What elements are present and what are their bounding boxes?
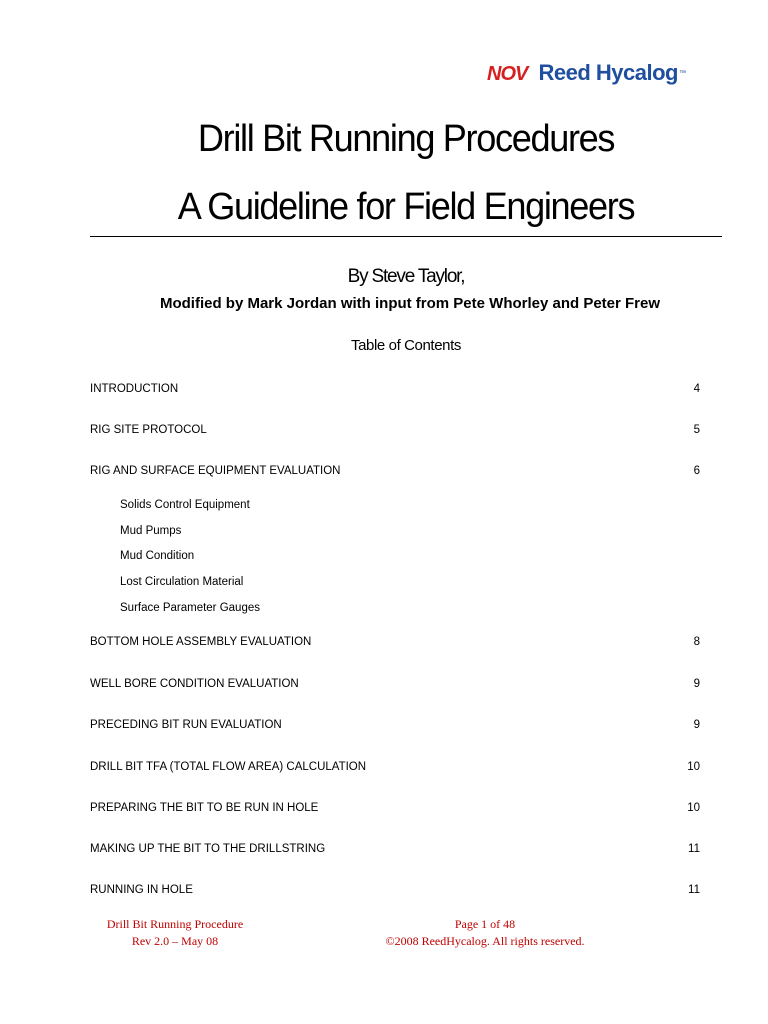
nov-logo-icon — [487, 62, 533, 84]
toc-entry-label: WELL BORE CONDITION EVALUATION — [90, 678, 299, 690]
toc-subentry-lost-circulation[interactable]: Lost Circulation Material — [120, 576, 244, 588]
toc-entry-page: 11 — [688, 843, 700, 855]
title-divider — [90, 236, 722, 237]
footer-doc-title: Drill Bit Running Procedure — [106, 917, 244, 931]
toc-subentry-mud-condition[interactable]: Mud Condition — [120, 550, 195, 562]
toc-entry-page: 9 — [693, 678, 700, 690]
trademark-symbol: ™ — [679, 69, 686, 77]
footer-page-info — [370, 916, 600, 950]
toc-subentry-surface-gauges[interactable]: Surface Parameter Gauges — [120, 602, 260, 614]
company-logo — [487, 60, 687, 86]
nov-logo-text: NOV — [486, 63, 527, 84]
toc-entry-label: RIG SITE PROTOCOL — [90, 424, 207, 436]
toc-entry-page: 5 — [693, 424, 700, 436]
toc-entry-page: 6 — [693, 465, 700, 477]
toc-entry-page: 9 — [693, 719, 700, 731]
modified-by-line: Modified by Mark Jordan with input from Pete Whorley and Peter Frew — [159, 295, 661, 312]
toc-entry-page: 4 — [693, 383, 700, 395]
title-line-2: A Guideline for Field Engineers — [177, 186, 635, 228]
toc-entry-label: RUNNING IN HOLE — [90, 884, 193, 896]
toc-subentry-solids-control[interactable]: Solids Control Equipment — [120, 499, 250, 511]
toc-entry-page: 10 — [687, 802, 700, 814]
brand-name: Reed Hycalog — [538, 60, 678, 85]
toc-entry-page: 11 — [688, 884, 700, 896]
toc-entry-label: RIG AND SURFACE EQUIPMENT EVALUATION — [90, 465, 341, 477]
title-line-1: Drill Bit Running Procedures — [197, 118, 615, 160]
footer-copyright: ©2008 ReedHycalog. All rights reserved. — [385, 934, 585, 948]
toc-entry-page: 10 — [687, 761, 700, 773]
toc-entry-label: PREPARING THE BIT TO BE RUN IN HOLE — [90, 802, 319, 814]
toc-entry-label: PRECEDING BIT RUN EVALUATION — [90, 719, 282, 731]
toc-entry-label: MAKING UP THE BIT TO THE DRILLSTRING — [90, 843, 326, 855]
toc-entry-page: 8 — [693, 636, 700, 648]
toc-subentry-mud-pumps[interactable]: Mud Pumps — [120, 525, 182, 537]
footer-document-info — [80, 916, 270, 950]
footer-revision: Rev 2.0 – May 08 — [131, 934, 219, 948]
footer-page-number: Page 1 of 48 — [454, 917, 516, 931]
toc-heading: Table of Contents — [351, 337, 461, 354]
toc-entry-label: BOTTOM HOLE ASSEMBLY EVALUATION — [90, 636, 312, 648]
author-byline: By Steve Taylor, — [347, 266, 465, 287]
toc-entry-label: DRILL BIT TFA (TOTAL FLOW AREA) CALCULATION — [90, 761, 367, 773]
toc-entry-label: INTRODUCTION — [90, 383, 179, 395]
